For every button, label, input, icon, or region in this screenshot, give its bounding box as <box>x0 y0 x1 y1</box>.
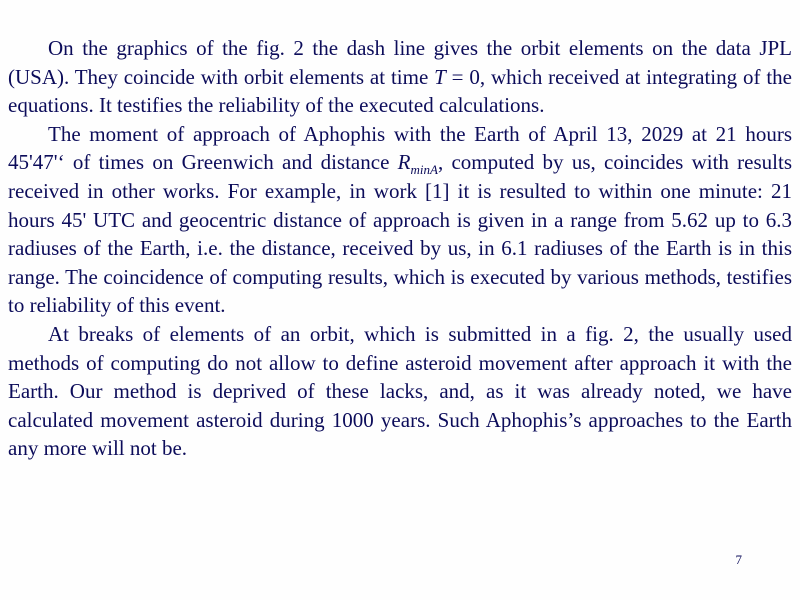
body-text <box>8 34 792 463</box>
approach-text-before: The moment of approach of Aphophis with the Earth of April 13, 2029 at 21 hours 45'47'‘ of times on Greenwich and distance <box>8 121 792 175</box>
paragraph-orbit-elements: On the graphics of the fig. 2 the dash line gives the orbit elements on the data JPL (USA). They coincide with orbit elements at time T = 0, which received at integrating of the equations. It testifies the reliability of the executed calculations. <box>8 36 792 118</box>
paragraph-approach-moment <box>8 120 792 320</box>
distance-symbol: R <box>397 150 411 175</box>
distance-subscript <box>411 162 438 177</box>
approach-text-after: , computed by us, coincides with results received in other works. For example, in work [1] it is resulted to within one minute: 21 hours 45' UTC and geocentric distance of approach is given in a range from 5.62 up to 6.3 radiuses of the Earth, i.e. the distance, received by us, in 6.1 radiuses of the Earth is in this range. The coincidence of computing results, which is executed by various methods, testifies to reliability of this event. <box>8 150 793 318</box>
time-symbol: T <box>434 64 446 89</box>
page-number: 7 <box>735 552 742 567</box>
paragraph-orbit-breaks: At breaks of elements of an orbit, which is submitted in a fig. 2, the usually used methods of computing do not allow to define asteroid movement after approach it with the Earth. Our method is deprived of these lacks, and, as it was already noted, we have calculated movement asteroid during 1000 years. Such Aphophis’s approaches to the Earth any more will not be. <box>8 321 792 461</box>
distance-subscript-text: minA <box>410 162 438 178</box>
